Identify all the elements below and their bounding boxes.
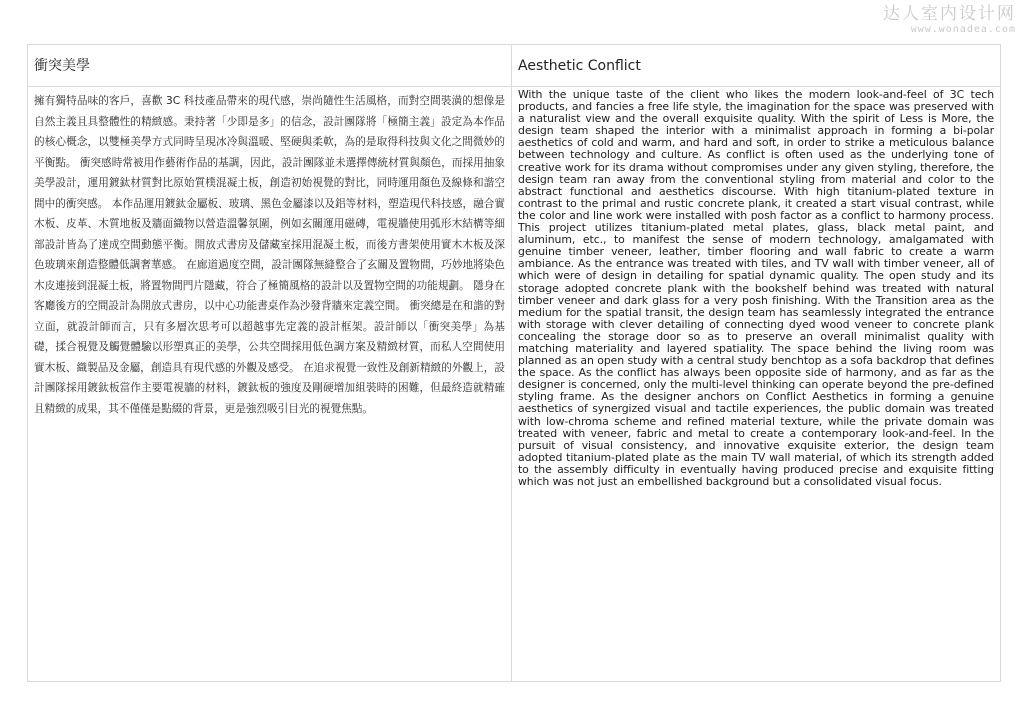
bilingual-text-table bbox=[27, 44, 1001, 682]
watermark-site-name: 达人室内设计网 bbox=[883, 4, 1016, 24]
chinese-heading: 衝突美學 bbox=[28, 45, 511, 87]
site-watermark bbox=[883, 4, 1016, 36]
english-column bbox=[512, 45, 1000, 681]
chinese-column bbox=[28, 45, 512, 681]
english-body-text: With the unique taste of the client who likes the modern look-and-feel of 3C tech products, and fancies a free life style, the imagination for the space was preserved with a naturalist view and the overall exquisite quality. With the spirit of Less is More, the design team shaped the interior with a minimalist approach in forming a bi-polar aesthetics of cold and warm, and hard and soft, in order to strike a meticulous balance between technology and culture. As conflict is often used as the underlying tone of creative work for its drama without compromises under any given styling, therefore, the design team ran away from the conventional styling from material and color to the abstract functional and aesthetics discourse. With high titanium-plated texture in contrast to the primal and rustic concrete plank, it created a start visual contrast, while the color and line work were installed with posh factor as a conflict to harmony process. This project utilizes titanium-plated metal plates, glass, black metal paint, and aluminum, etc., to manifest the sense of modern technology, amalgamated with genuine timber veneer, leather, timber flooring and wall fabric to create a warm ambiance. As the entrance was treated with tiles, and TV wall with timber veneer, all of which were of design in detailing for spatial dynamic quality. The open study and its storage adopted concrete plank with the bookshelf behind was treated with natural timber veneer and dark glass for a very posh finishing. With the Transition area as the medium for the spatial transit, the design team has seamlessly integrated the entrance with storage with clever detailing of connecting dyed wood veneer to concrete plank concealing the storage door so as to preserve an overall minimalist quality with matching materiality and layered spatiality. The space behind the living room was planned as an open study with a central study benchtop as a sofa backdrop that defines the space. As the conflict has always been opposite side of harmony, and as far as the designer is concerned, only the multi-level thinking can operate beyond the pre-defined styling frame. As the designer anchors on Conflict Aesthetics in forming a genuine aesthetics of synergized visual and tactile experiences, the public domain was treated with low-chroma scheme and refined material texture, while the private domain was treated with veneer, fabric and metal to create a contemporary look-and-feel. In the pursuit of visual consistency, and innovative exquisite exterior, the design team adopted titanium-plated plate as the main TV wall material, of which its strength added to the assembly difficulty in eventually having produced precise and exquisite fitting which was not just an embellished background but a consolidated visual focus. bbox=[518, 88, 994, 488]
chinese-body-text: 擁有獨特品味的客戶，喜歡 3C 科技產品帶來的現代感，崇尚隨性生活風格，而對空間裝潢的想像是自然主義且具整體性的精緻感。秉持著「少即是多」的信念，設計團隊將「極簡主義」設定為本作品的核心概念，以雙極美學方式同時呈現冰冷與溫暖、堅硬與柔軟，為的是取得科技與文化之間微妙的平衡點。 衝突感時常被用作藝術作品的基調，因此，設計團隊並未選擇傳統材質與顏色，而採用抽象美學設計，運用鍍鈦材質對比原始質樸混凝土板，創造初始視覺的對比，同時運用顏色及線條和諧空間中的衝突感。 本作品運用鍍鈦金屬板、玻璃、黑色金屬漆以及鋁等材料，塑造現代科技感，融合實木板、皮革、木質地板及牆面織物以營造溫馨氛圍，例如玄關運用磁磚，電視牆使用弧形木結構等細部設計皆為了達成空間動態平衡。開放式書房及儲藏室採用混凝土板，而後方書架使用實木木板及深色玻璃來創造整體低調奢華感。 在廊道過度空間，設計團隊無縫整合了玄關及置物間，巧妙地將染色木皮連接到混凝土板，將置物間門片隱藏，符合了極簡風格的設計以及置物空間的功能規劃。 隱身在客廳後方的空間設計為開放式書房，以中心功能書桌作為沙發背牆來定義空間。 衝突總是在和諧的對立面，就設計師而言，只有多層次思考可以超越事先定義的設計框架。設計師以「衝突美學」為基礎，揉合視覺及觸覺體驗以形塑真正的美學，公共空間採用低色調方案及精緻材質，而私人空間使用實木板、織製品及金屬，創造具有現代感的外觀及感受。 在追求視覺一致性及創新精緻的外觀上，設計團隊採用鍍鈦板當作主要電視牆的材料，鍍鈦板的強度及剛硬增加組裝時的困難，但最終造就精確且精緻的成果，其不僅僅是點綴的背景，更是強烈吸引目光的視覺焦點。 bbox=[34, 95, 505, 415]
watermark-site-url: www.wonadea.com bbox=[910, 24, 1016, 35]
english-heading: Aesthetic Conflict bbox=[512, 45, 1000, 87]
